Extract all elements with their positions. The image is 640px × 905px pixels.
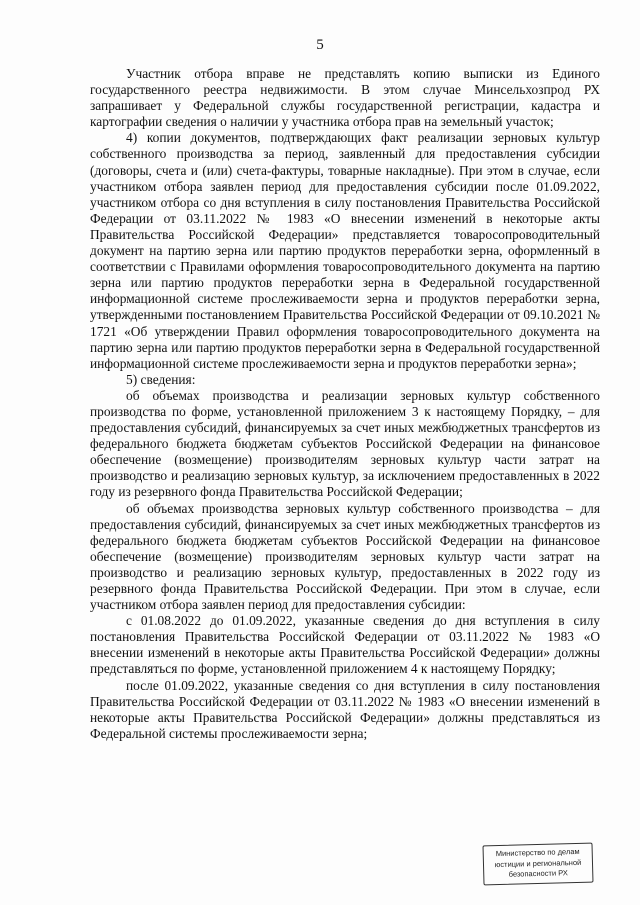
stamp-line-1: Министерство по делам bbox=[495, 846, 580, 859]
ministry-stamp bbox=[482, 843, 593, 886]
paragraph-production-and-sales: об объемах производства и реализации зерновых культур собственного производства по форме, установленной приложением 3 к настоящему Порядку, – для предоставления субсидий, финансируемых за счет иных межбюджетных трансфертов из федерального бюджета бюджетам субъектов Российской Федерации на финансовое обеспечение (возмещение) производителям зерновых культур части затрат на производство и реализацию зерновых культур, за исключением предоставленных в 2022 году из резервного фонда Правительства Российской Федерации; bbox=[90, 387, 600, 500]
stamp-line-2: юстиции и региональной bbox=[494, 857, 582, 869]
paragraph-production-volumes: об объемах производства зерновых культур собственного производства – для предоставления субсидий, финансируемых за счет иных межбюджетных трансфертов из федерального бюджета бюджетам субъектов Российской Федерации на финансовое обеспечение (возмещение) производителям зерновых культур части затрат на производство и реализацию зерновых культур, предоставленных в 2022 году из резервного фонда Правительства Российской Федерации. При этом в случае, если участником отбора заявлен период для предоставления субсидии: bbox=[90, 500, 600, 613]
page-number: 5 bbox=[316, 37, 324, 53]
paragraph-period-aug-sep: с 01.08.2022 до 01.09.2022, указанные сведения до дня вступления в силу постановления Правительства Российской Федерации от 03.11.2022 № 1983 «О внесении изменений в некоторые акты Правительства Российской Федерации» должны представляться по форме, установленной приложением 4 к настоящему Порядку; bbox=[90, 613, 600, 677]
paragraph-period-after-sep: после 01.09.2022, указанные сведения со дня вступления в силу постановления Правительства Российской Федерации от 03.11.2022 № 1983 «О внесении изменений в некоторые акты Правительства Российской Федерации» должны представляться из Федеральной системы прослеживаемости зерна; bbox=[90, 677, 600, 741]
paragraph-item-4-documents: 4) копии документов, подтверждающих факт реализации зерновых культур собственного производства за период, заявленный для предоставления субсидии (договоры, счета и (или) счета-фактуры, товарные накладные). При этом в случае, если участником отбора заявлен период для предоставления субсидии после 01.09.2022, участником отбора со дня вступления в силу постановления Правительства Российской Федерации от 03.11.2022 № 1983 «О внесении изменений в некоторые акты Правительства Российской Федерации» представляется товаросопроводительный документ на партию зерна или партию продуктов переработки зерна, оформленный в соответствии с Правилами оформления товаросопроводительного документа на партию зерна или партию продуктов переработки зерна в Федеральной государственной информационной системе прослеживаемости зерна и продуктов переработки зерна, утвержденными постановлением Правительства Российской Федерации от 09.10.2021 № 1721 «Об утверждении Правил оформления товаросопроводительного документа на партию зерна или партию продуктов переработки зерна в Федеральной государственной информационной системе прослеживаемости зерна и продуктов переработки зерна»; bbox=[90, 130, 600, 371]
paragraph-item-5-info: 5) сведения: bbox=[126, 371, 196, 387]
stamp-line-3: безопасности РХ bbox=[508, 868, 568, 879]
paragraph-registry-extract: Участник отбора вправе не представлять копию выписки из Единого государственного реестра недвижимости. В этом случае Минсельхозпрод РХ запрашивает у Федеральной службы государственной регистрации, кадастра и картографии сведения о наличии у участника отбора прав на земельный участок; bbox=[90, 66, 600, 130]
document-body bbox=[90, 66, 600, 742]
